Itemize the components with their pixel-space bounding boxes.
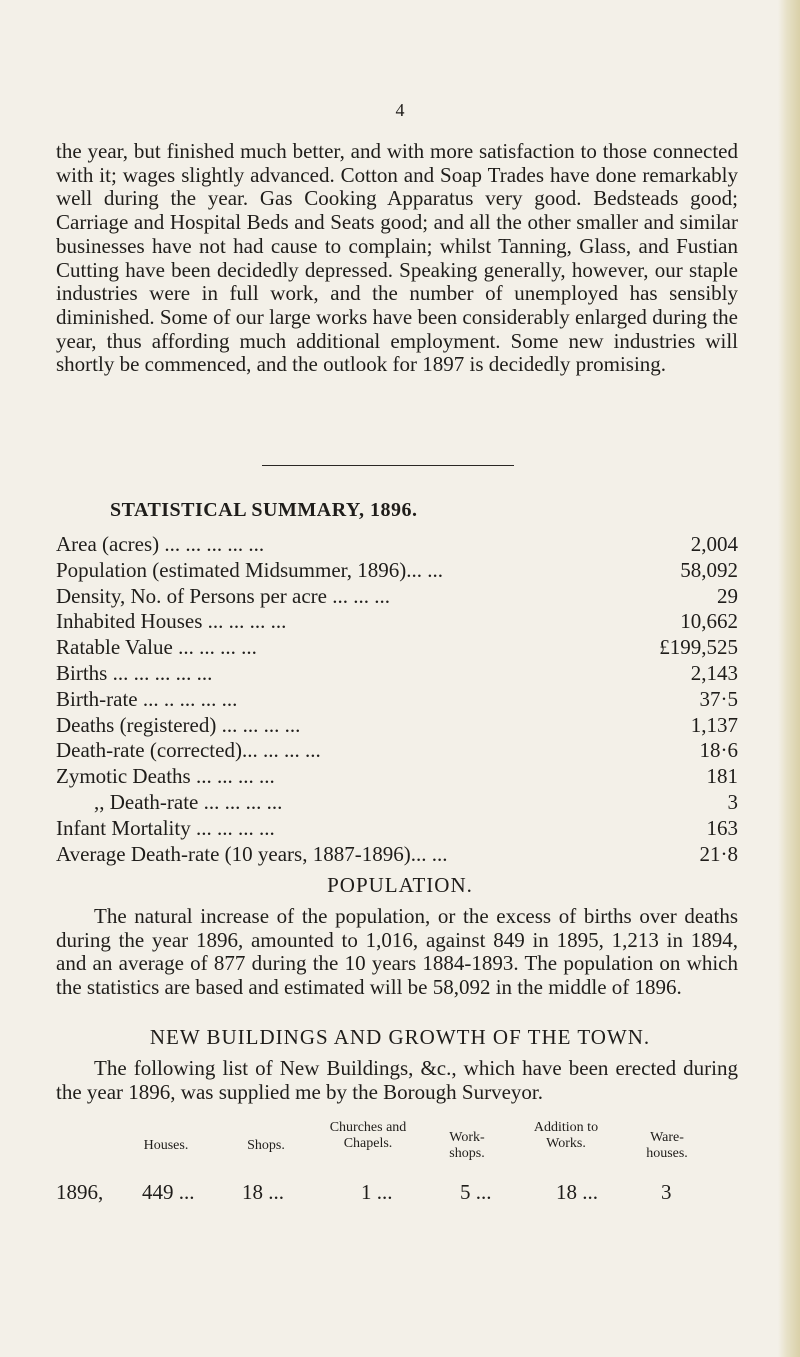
stat-row — [56, 687, 738, 713]
stat-value: 29 — [717, 583, 738, 608]
new-buildings-table — [56, 1120, 738, 1204]
column-header-shops: Shops. — [247, 1138, 285, 1153]
stat-label: Density, No. of Persons per acre ... ... ... — [56, 583, 390, 608]
population-paragraph: The natural increase of the population, or the excess of births over deaths during the year 1896, amounted to 1,016, against 849 in 1895, 1,213 in 1894, and an average of 877 during the 10 years 1884-1893. The population on which the statistics are based and estimated will be 58,092 in the middle of 1896. — [56, 904, 738, 1000]
stat-row — [56, 532, 738, 558]
column-header-churches: Churches and Chapels. — [329, 1120, 407, 1151]
stat-value: 58,092 — [680, 557, 738, 582]
population-heading: POPULATION. — [327, 873, 473, 897]
stat-label: Ratable Value ... ... ... ... — [56, 635, 257, 660]
stat-row — [56, 661, 738, 687]
stat-value: 163 — [706, 815, 738, 840]
stat-label: Birth-rate ... .. ... ... ... — [56, 686, 238, 711]
page-edge-shadow — [778, 0, 800, 1357]
stat-row — [56, 816, 738, 842]
stat-value: 181 — [706, 764, 738, 789]
stat-value: 2,004 — [690, 532, 738, 556]
stat-row — [56, 584, 738, 610]
column-header-workshops: Work-shops. — [449, 1130, 485, 1161]
stat-label: Births ... ... ... ... ... — [56, 660, 213, 685]
value-churches: 1 ... — [361, 1180, 393, 1204]
section-divider — [262, 465, 514, 466]
stat-label: Inhabited Houses ... ... ... ... — [56, 609, 287, 634]
stat-label: Death-rate (corrected)... ... ... ... — [56, 738, 321, 763]
stat-row — [56, 842, 738, 868]
stat-label: Zymotic Deaths ... ... ... ... — [56, 764, 275, 789]
stat-value: 10,662 — [680, 609, 738, 634]
value-warehouses: 3 — [661, 1180, 672, 1204]
stat-label: Population (estimated Midsummer, 1896)... ... — [56, 557, 444, 582]
stat-row — [56, 738, 738, 764]
value-addition-to-works: 18 ... — [556, 1180, 598, 1204]
stat-value: 21·8 — [699, 841, 738, 866]
column-header-houses: Houses. — [143, 1138, 189, 1153]
stat-row — [56, 790, 738, 816]
stat-value: 18·6 — [699, 738, 738, 763]
stat-row — [56, 764, 738, 790]
intro-paragraph: the year, but finished much better, and with more satisfaction to those connected with it; wages slightly advanced. Cotton and Soap Trades have done remarkably well during the year. Gas Cooking Apparatus very good. Bedsteads good; Carriage and Hospital Beds and Seats good; and all the other smaller and similar businesses have not had cause to complain; whilst Tanning, Glass, and Fustian Cutting have been decidedly depressed. Speaking generally, however, our staple industries were in full work, and the number of unemployed has sensibly diminished. Some of our large works have been considerably enlarged during the year, thus affording much additional employment. Some new industries will shortly be commenced, and the outlook for 1897 is decidedly promising. — [56, 139, 738, 377]
new-buildings-heading: NEW BUILDINGS AND GROWTH OF THE TOWN. — [149, 1025, 651, 1049]
stat-value: 37·5 — [699, 686, 738, 711]
stat-row — [56, 609, 738, 635]
stat-row — [56, 558, 738, 584]
stat-value: 1,137 — [690, 712, 738, 737]
row-year: 1896, — [56, 1180, 104, 1204]
stat-label: Average Death-rate (10 years, 1887-1896)... ... — [56, 841, 448, 866]
stat-label: Deaths (registered) ... ... ... ... — [56, 712, 301, 737]
stat-row — [56, 713, 738, 739]
column-header-warehouses: Ware-houses. — [646, 1130, 688, 1161]
stat-row — [56, 635, 738, 661]
stat-label: ,, Death-rate ... ... ... ... — [94, 789, 283, 814]
stat-label: Area (acres) ... ... ... ... ... — [56, 532, 265, 556]
value-workshops: 5 ... — [460, 1180, 492, 1204]
value-shops: 18 ... — [242, 1180, 284, 1204]
stat-value: £199,525 — [659, 635, 738, 660]
statistical-summary-table — [56, 532, 738, 867]
column-header-addition-to-works: Addition to Works. — [533, 1120, 599, 1151]
stat-value: 2,143 — [690, 660, 738, 685]
stat-label: Infant Mortality ... ... ... ... — [56, 815, 275, 840]
value-houses: 449 ... — [142, 1180, 195, 1204]
new-buildings-paragraph: The following list of New Buildings, &c., which have been erected during the year 1896, was supplied me by the Borough Surveyor. — [56, 1056, 738, 1104]
stat-value: 3 — [727, 789, 738, 814]
page-number: 4 — [395, 100, 405, 120]
statistical-summary-heading: STATISTICAL SUMMARY, 1896. — [110, 499, 418, 521]
